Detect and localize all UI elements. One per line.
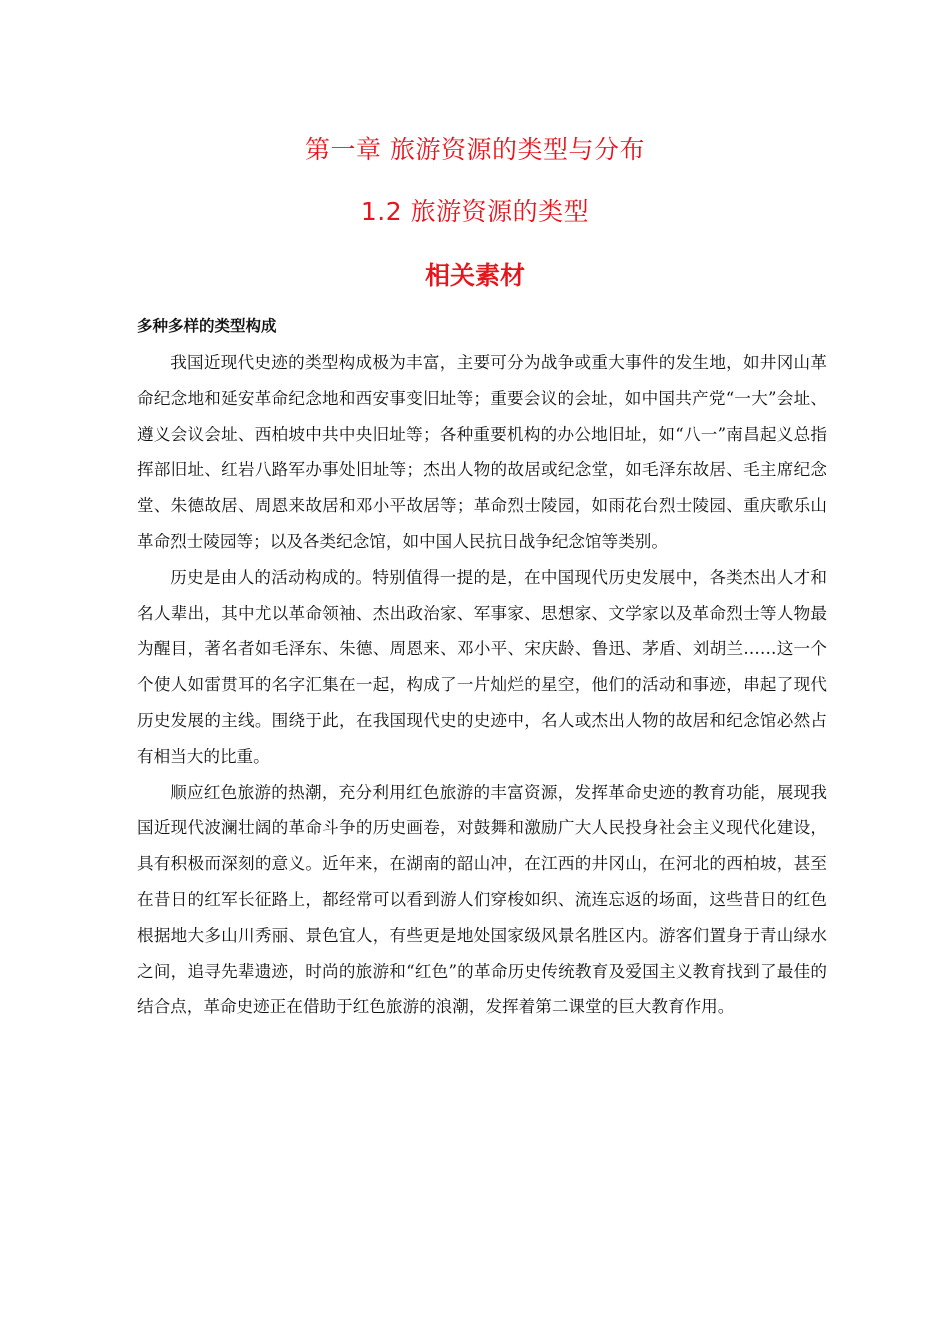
- section-title: 1.2 旅游资源的类型: [360, 197, 590, 226]
- chapter-title: 第一章 旅游资源的类型与分布: [305, 135, 645, 164]
- material-title: 相关素材: [424, 261, 525, 290]
- subheading: 多种多样的类型构成: [137, 317, 277, 335]
- paragraph-2: 历史是由人的活动构成的。特别值得一提的是，在中国现代历史发展中，各类杰出人才和名人辈出，其中尤以革命领袖、杰出政治家、军事家、思想家、文学家以及革命烈士等人物最为醒目，著名者如毛泽东、朱德、周恩来、邓小平、宋庆龄、鲁迅、茅盾、刘胡兰……这一个个使人如雷贯耳的名字汇集在一起，构成了一片灿烂的星空，他们的活动和事迹，串起了现代历史发展的主线。围绕于此，在我国现代史的史迹中，名人或杰出人物的故居和纪念馆必然占有相当大的比重。: [137, 567, 827, 766]
- paragraph-3: 顺应红色旅游的热潮，充分利用红色旅游的丰富资源，发挥革命史迹的教育功能，展现我国近现代波澜壮阔的革命斗争的历史画卷，对鼓舞和激励广大人民投身社会主义现代化建设，具有积极而深刻的意义。近年来，在湖南的韶山冲，在江西的井冈山，在河北的西柏坡，甚至在昔日的红军长征路上，都经常可以看到游人们穿梭如织、流连忘返的场面，这些昔日的红色根据地大多山川秀丽、景色宜人，有些更是地处国家级风景名胜区内。游客们置身于青山绿水之间，追寻先辈遗迹，时尚的旅游和“红色”的革命历史传统教育及爱国主义教育找到了最佳的结合点，革命史迹正在借助于红色旅游的浪潮，发挥着第二课堂的巨大教育作用。: [137, 782, 827, 1017]
- paragraph-1: 我国近现代史迹的类型构成极为丰富，主要可分为战争或重大事件的发生地，如井冈山革命纪念地和延安革命纪念地和西安事变旧址等；重要会议的会址，如中国共产党“一大”会址、遵义会议会址、西柏坡中共中央旧址等；各种重要机构的办公地旧址，如“八一”南昌起义总指挥部旧址、红岩八路军办事处旧址等；杰出人物的故居或纪念堂，如毛泽东故居、毛主席纪念堂、朱德故居、周恩来故居和邓小平故居等；革命烈士陵园，如雨花台烈士陵园、重庆歌乐山革命烈士陵园等；以及各类纪念馆，如中国人民抗日战争纪念馆等类别。: [137, 353, 827, 551]
- body-text: [137, 345, 827, 1025]
